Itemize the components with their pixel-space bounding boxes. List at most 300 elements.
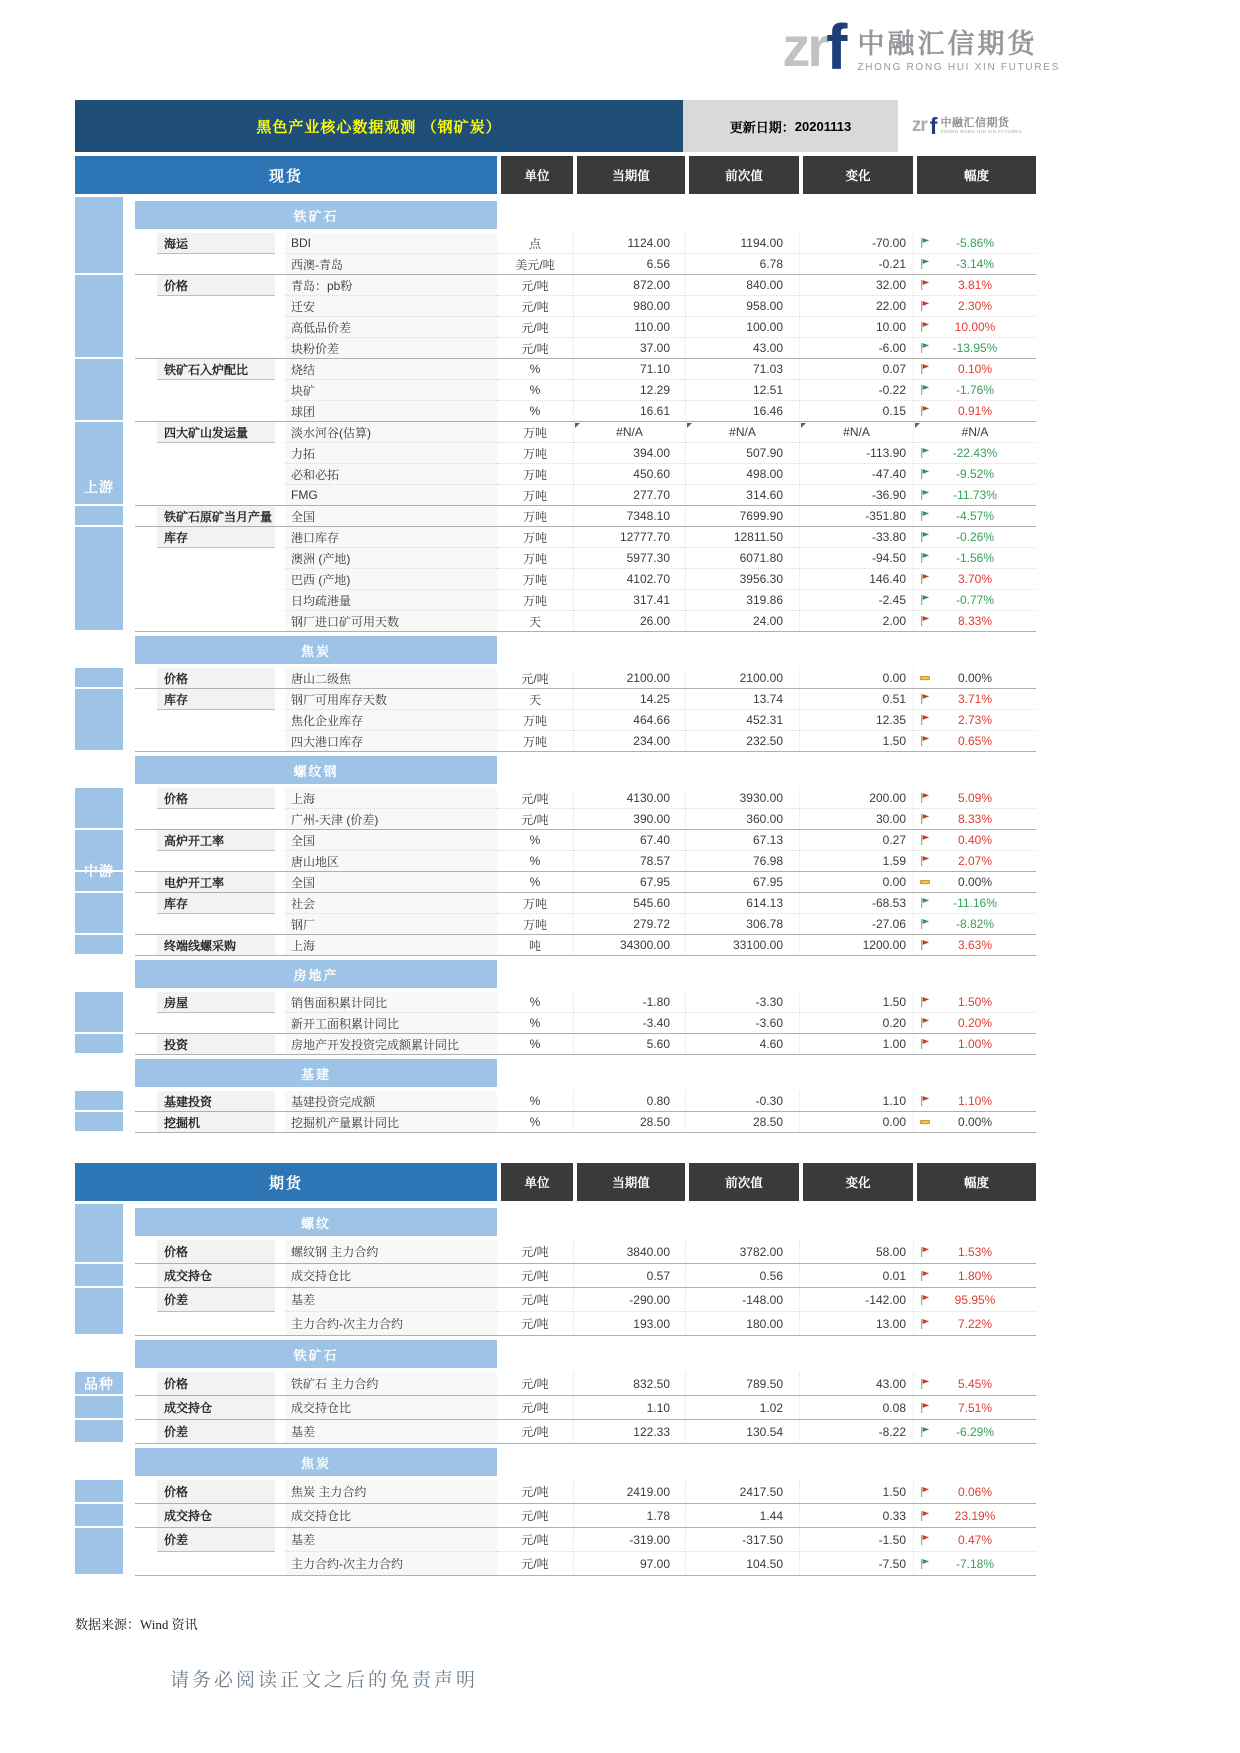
logo-name-cn: 中融汇信期货 <box>857 29 1038 59</box>
range-value: -0.26% <box>955 530 995 544</box>
unit-value: % <box>497 380 573 401</box>
current-value: 3840.00 <box>573 1240 685 1264</box>
zrf-logo-icon <box>782 11 848 83</box>
unit-value: 元/吨 <box>521 1245 549 1259</box>
disclaimer: 请务必阅读正文之后的免责声明 <box>170 1670 479 1691</box>
range-cell <box>913 935 1036 956</box>
category-label: 铁矿石原矿当月产量 <box>157 506 275 527</box>
brand-header <box>0 0 1240 100</box>
range-value: -5.86% <box>955 236 995 250</box>
change-value: 0.00 <box>799 872 913 893</box>
category-label: 价格 <box>157 788 275 809</box>
section-header: 房地产 <box>135 960 497 988</box>
green-flag-icon <box>919 531 931 543</box>
red-flag-icon <box>919 363 931 375</box>
current-value: 2419.00 <box>573 1480 685 1504</box>
range-cell <box>913 914 1036 935</box>
change-value: 0.15 <box>799 401 913 422</box>
side-label-2: 中游 <box>84 863 114 879</box>
previous-value: 7699.90 <box>685 506 799 527</box>
yellow-dash-icon <box>919 672 931 684</box>
section-header: 螺纹钢 <box>135 756 497 784</box>
green-flag-icon <box>919 510 931 522</box>
range-cell <box>913 380 1036 401</box>
data-source: 数据来源：Wind 资讯 <box>75 1617 198 1632</box>
range-cell <box>913 485 1036 506</box>
section-header: 焦炭 <box>135 636 497 664</box>
change-value: -1.50 <box>799 1528 913 1552</box>
range-value: -11.73% <box>953 488 997 502</box>
column-header-range: 幅度 <box>917 156 1036 194</box>
green-flag-icon <box>919 384 931 396</box>
range-value: 2.30% <box>957 299 993 313</box>
range-value: 3.63% <box>957 938 993 952</box>
indicator-name: 广州-天津 (价差) <box>285 809 497 830</box>
range-value: -4.57% <box>955 509 995 523</box>
indicator-name: 上海 <box>285 788 497 809</box>
previous-value: 498.00 <box>685 464 799 485</box>
indicator-name: 钢厂可用库存天数 <box>285 689 497 710</box>
side-strip <box>75 1396 123 1420</box>
indicator-name: 青岛：pb粉 <box>285 275 497 296</box>
previous-value: 3956.30 <box>685 569 799 590</box>
range-cell <box>913 611 1036 632</box>
range-value: 0.00% <box>957 671 993 685</box>
indicator-group <box>75 1091 1036 1112</box>
range-cell <box>913 1288 1036 1312</box>
section-bar-row <box>75 1055 1036 1091</box>
range-cell <box>913 851 1036 872</box>
previous-value: 16.46 <box>685 401 799 422</box>
side-strip <box>75 1204 123 1242</box>
change-value: 1.50 <box>799 731 913 752</box>
category-label: 库存 <box>157 893 275 914</box>
section-header: 螺纹 <box>135 1208 497 1236</box>
indicator-name: 全国 <box>285 506 497 527</box>
range-cell <box>913 689 1036 710</box>
category-label: 库存 <box>157 689 275 710</box>
unit-value: 万吨 <box>497 569 573 590</box>
current-value: 6.56 <box>573 254 685 275</box>
previous-value: 67.13 <box>685 830 799 851</box>
previous-value: -317.50 <box>685 1528 799 1552</box>
range-cell <box>913 1504 1036 1528</box>
side-strip <box>75 275 123 359</box>
change-value: 0.00 <box>799 668 913 689</box>
indicator-name: 港口库存 <box>285 527 497 548</box>
indicator-name: 块矿 <box>285 380 497 401</box>
unit-value: 元/吨 <box>521 1317 549 1331</box>
green-flag-icon <box>919 552 931 564</box>
change-value: -8.22 <box>799 1420 913 1444</box>
current-value: 4102.70 <box>573 569 685 590</box>
category-label: 投资 <box>157 1034 275 1055</box>
green-flag-icon <box>919 342 931 354</box>
side-label-1: 上游 <box>84 479 114 495</box>
red-flag-icon <box>919 1246 931 1258</box>
previous-value: 33100.00 <box>685 935 799 956</box>
unit-value: 元/吨 <box>521 1509 549 1523</box>
category-label: 高炉开工率 <box>157 830 275 851</box>
red-flag-icon <box>919 1378 931 1390</box>
current-value: 872.00 <box>573 275 685 296</box>
indicator-group <box>75 1420 1036 1444</box>
green-flag-icon <box>919 468 931 480</box>
unit-value: 点 <box>497 233 573 254</box>
unit-value: 万吨 <box>522 488 547 503</box>
previous-value: 840.00 <box>685 275 799 296</box>
range-cell <box>913 893 1036 914</box>
company-logo <box>782 11 1060 100</box>
change-value: -94.50 <box>799 548 913 569</box>
range-cell <box>913 569 1036 590</box>
change-value: 1.10 <box>799 1091 913 1112</box>
category-label: 房屋 <box>157 992 275 1013</box>
current-value: 464.66 <box>573 710 685 731</box>
red-flag-icon <box>919 996 931 1008</box>
range-cell <box>913 992 1036 1013</box>
range-cell <box>913 809 1036 830</box>
previous-value: 2417.50 <box>685 1480 799 1504</box>
indicator-group <box>75 1372 1036 1396</box>
red-flag-icon <box>919 1095 931 1107</box>
change-value: 1.50 <box>799 992 913 1013</box>
category-label: 价格 <box>157 275 275 296</box>
current-value: 28.50 <box>573 1112 685 1133</box>
error-corner-icon <box>575 423 580 428</box>
indicator-group <box>75 1240 1036 1264</box>
current-value: -319.00 <box>573 1528 685 1552</box>
column-header-unit: 单位 <box>501 156 573 194</box>
range-cell <box>913 338 1036 359</box>
column-header-change: 变化 <box>803 1163 913 1201</box>
indicator-name: FMG <box>285 485 497 506</box>
category-label: 四大矿山发运量 <box>157 422 275 443</box>
side-strip <box>75 527 123 632</box>
indicator-group <box>75 668 1036 689</box>
current-value: 110.00 <box>573 317 685 338</box>
range-value: 0.00% <box>957 1115 993 1129</box>
range-value: -9.52% <box>955 467 995 481</box>
previous-value: 12.51 <box>685 380 799 401</box>
previous-value: 452.31 <box>685 710 799 731</box>
range-cell <box>913 233 1036 254</box>
category-label: 价差 <box>157 1288 275 1312</box>
current-value: 37.00 <box>573 338 685 359</box>
range-value: 7.22% <box>957 1316 993 1331</box>
change-value: -33.80 <box>799 527 913 548</box>
column-header-change: 变化 <box>803 156 913 194</box>
red-flag-icon <box>919 813 931 825</box>
previous-value: 1194.00 <box>685 233 799 254</box>
side-strip <box>75 1288 123 1336</box>
side-strip <box>75 1034 123 1055</box>
indicator-name: 淡水河谷(估算) <box>285 422 497 443</box>
change-value: 2.00 <box>799 611 913 632</box>
red-flag-icon <box>919 855 931 867</box>
side-strip <box>75 1528 123 1576</box>
side-label-1: 品种 <box>84 1376 114 1392</box>
range-value: -13.95% <box>952 341 998 355</box>
section-bar-row <box>75 956 1036 992</box>
current-value: 1.78 <box>573 1504 685 1528</box>
red-flag-icon <box>919 1486 931 1498</box>
change-value: 0.01 <box>799 1264 913 1288</box>
range-cell <box>913 1091 1036 1112</box>
indicator-group <box>75 872 1036 893</box>
indicator-name: 螺纹钢 主力合约 <box>285 1240 497 1264</box>
current-value: #N/A <box>573 422 685 443</box>
indicator-name: 上海 <box>285 935 497 956</box>
section-bar-row <box>75 632 1036 668</box>
mini-logo <box>898 100 1036 152</box>
indicator-group <box>75 689 1036 752</box>
change-value: 58.00 <box>799 1240 913 1264</box>
current-value: 34300.00 <box>573 935 685 956</box>
range-value: 0.10% <box>957 362 993 376</box>
section-bar-row <box>75 197 1036 233</box>
range-value: 0.40% <box>957 833 993 847</box>
range-cell <box>913 1013 1036 1034</box>
current-value: 234.00 <box>573 731 685 752</box>
logo-text <box>857 28 1060 73</box>
previous-value: 28.50 <box>685 1112 799 1133</box>
range-cell <box>913 1552 1036 1576</box>
current-value: 12777.70 <box>573 527 685 548</box>
range-cell <box>913 359 1036 380</box>
side-strip <box>75 788 123 830</box>
change-value: 0.08 <box>799 1396 913 1420</box>
indicator-name: 挖掘机产量累计同比 <box>285 1112 497 1133</box>
previous-value: 76.98 <box>685 851 799 872</box>
green-flag-icon <box>919 918 931 930</box>
column-header-range: 幅度 <box>917 1163 1036 1201</box>
category-label: 海运 <box>157 233 275 254</box>
category-label: 价格 <box>157 1372 275 1396</box>
indicator-group <box>75 1112 1036 1133</box>
unit-value: 万吨 <box>497 464 573 485</box>
previous-value: 1.02 <box>685 1396 799 1420</box>
previous-value: 314.60 <box>685 485 799 506</box>
indicator-name: 销售面积累计同比 <box>285 992 497 1013</box>
change-value: 43.00 <box>799 1372 913 1396</box>
side-strip <box>75 1264 123 1288</box>
unit-value: % <box>529 1037 541 1051</box>
change-value: 13.00 <box>799 1312 913 1336</box>
change-value: -113.90 <box>799 443 913 464</box>
change-value: 0.20 <box>799 1013 913 1034</box>
previous-value: 4.60 <box>685 1034 799 1055</box>
indicator-name: 钢厂 <box>285 914 497 935</box>
range-value: 7.51% <box>957 1400 993 1415</box>
previous-value: 3930.00 <box>685 788 799 809</box>
side-strip <box>75 1504 123 1528</box>
side-strip <box>75 668 123 689</box>
indicator-group <box>75 359 1036 422</box>
side-strip <box>75 1240 123 1264</box>
current-value: 394.00 <box>573 443 685 464</box>
category-label: 成交持仓 <box>157 1396 275 1420</box>
unit-value: % <box>529 1094 541 1108</box>
indicator-name: 基差 <box>285 1528 497 1552</box>
logo-zr: zr <box>782 15 827 78</box>
range-cell <box>913 872 1036 893</box>
range-value: -7.18% <box>955 1556 995 1571</box>
range-value: 1.80% <box>957 1268 993 1283</box>
indicator-name: 日均疏港量 <box>285 590 497 611</box>
range-value: 2.07% <box>957 854 993 868</box>
change-value: 0.00 <box>799 1112 913 1133</box>
range-value: -11.16% <box>953 896 997 910</box>
indicator-name: 成交持仓比 <box>285 1504 497 1528</box>
previous-value: 43.00 <box>685 338 799 359</box>
red-flag-icon <box>919 279 931 291</box>
current-value: -290.00 <box>573 1288 685 1312</box>
indicator-name: 基建投资完成额 <box>285 1091 497 1112</box>
current-value: 67.40 <box>573 830 685 851</box>
range-cell <box>913 275 1036 296</box>
previous-value: 614.13 <box>685 893 799 914</box>
change-value: -47.40 <box>799 464 913 485</box>
current-value: 12.29 <box>573 380 685 401</box>
unit-value: 万吨 <box>497 893 573 914</box>
unit-value: 元/吨 <box>521 1401 549 1415</box>
unit-value: 万吨 <box>497 527 573 548</box>
side-strip <box>75 1091 123 1112</box>
red-flag-icon <box>919 735 931 747</box>
side-strip <box>75 893 123 935</box>
error-corner-icon <box>915 423 920 428</box>
current-value: 193.00 <box>573 1312 685 1336</box>
range-cell <box>913 443 1036 464</box>
logo-name-en: ZHONG RONG HUI XIN FUTURES <box>857 61 1060 73</box>
red-flag-icon <box>919 714 931 726</box>
previous-value: 67.95 <box>685 872 799 893</box>
indicator-name: 全国 <box>285 830 497 851</box>
red-flag-icon <box>919 615 931 627</box>
section-header: 铁矿石 <box>135 1340 497 1368</box>
indicator-name: 焦炭 主力合约 <box>285 1480 497 1504</box>
indicator-name: 高低品价差 <box>285 317 497 338</box>
change-value: -2.45 <box>799 590 913 611</box>
indicator-group <box>75 1288 1036 1336</box>
indicator-group <box>75 1034 1036 1055</box>
unit-value: 元/吨 <box>521 1557 549 1571</box>
change-value: #N/A <box>799 422 913 443</box>
range-cell <box>913 1264 1036 1288</box>
change-value: -7.50 <box>799 1552 913 1576</box>
current-value: 0.80 <box>573 1091 685 1112</box>
previous-value: 71.03 <box>685 359 799 380</box>
indicator-name: 四大港口库存 <box>285 731 497 752</box>
table-header-row <box>75 1163 1036 1201</box>
indicator-name: 唐山地区 <box>285 851 497 872</box>
unit-value: 天 <box>528 614 541 629</box>
current-value: 0.57 <box>573 1264 685 1288</box>
unit-value: 万吨 <box>522 734 547 749</box>
previous-value: -148.00 <box>685 1288 799 1312</box>
update-date-value: 20201113 <box>794 118 852 134</box>
range-value: 1.50% <box>957 995 993 1009</box>
range-value: 0.20% <box>957 1016 993 1030</box>
previous-value: 319.86 <box>685 590 799 611</box>
unit-value: 元/吨 <box>521 812 549 827</box>
unit-value: 美元/吨 <box>515 257 555 272</box>
change-value: -27.06 <box>799 914 913 935</box>
range-cell <box>913 1372 1036 1396</box>
change-value: 12.35 <box>799 710 913 731</box>
yellow-dash-icon <box>919 1116 931 1128</box>
previous-value: 130.54 <box>685 1420 799 1444</box>
section-header: 焦炭 <box>135 1448 497 1476</box>
unit-value: 元/吨 <box>521 1269 549 1283</box>
range-value: 0.65% <box>957 734 993 748</box>
range-value: 5.09% <box>957 791 993 805</box>
current-value: 1124.00 <box>573 233 685 254</box>
current-value: 122.33 <box>573 1420 685 1444</box>
change-value: -0.22 <box>799 380 913 401</box>
red-flag-icon <box>919 792 931 804</box>
unit-value: 元/吨 <box>497 788 573 809</box>
previous-value: 3782.00 <box>685 1240 799 1264</box>
range-value: 0.91% <box>957 404 993 418</box>
current-value: 78.57 <box>573 851 685 872</box>
range-value: 1.10% <box>957 1094 993 1108</box>
range-cell <box>913 830 1036 851</box>
range-cell <box>913 590 1036 611</box>
previous-value: 232.50 <box>685 731 799 752</box>
unit-value: % <box>497 359 573 380</box>
indicator-name: 全国 <box>285 872 497 893</box>
previous-value: -3.60 <box>685 1013 799 1034</box>
logo-f: f <box>826 11 848 83</box>
range-value: -3.14% <box>955 257 995 271</box>
indicator-group <box>75 830 1036 872</box>
section-header: 基建 <box>135 1059 497 1087</box>
error-corner-icon <box>687 423 692 428</box>
unit-value: % <box>529 854 541 868</box>
range-cell <box>913 668 1036 689</box>
change-value: 1.00 <box>799 1034 913 1055</box>
change-value: 0.51 <box>799 689 913 710</box>
side-strip <box>75 506 123 527</box>
red-flag-icon <box>919 573 931 585</box>
category-label: 价差 <box>157 1528 275 1552</box>
current-value: 832.50 <box>573 1372 685 1396</box>
table-body <box>75 197 1036 1133</box>
futures-table <box>75 1163 1036 1576</box>
previous-value: -3.30 <box>685 992 799 1013</box>
unit-value: 万吨 <box>497 443 573 464</box>
current-value: 279.72 <box>573 914 685 935</box>
side-strip <box>75 1480 123 1504</box>
previous-value: 6071.80 <box>685 548 799 569</box>
indicator-name: 主力合约-次主力合约 <box>285 1552 497 1576</box>
range-value: 3.81% <box>957 278 993 292</box>
red-flag-icon <box>919 321 931 333</box>
change-value: 30.00 <box>799 809 913 830</box>
current-value: 545.60 <box>573 893 685 914</box>
change-value: -351.80 <box>799 506 913 527</box>
change-value: 1.50 <box>799 1480 913 1504</box>
change-value: -70.00 <box>799 233 913 254</box>
previous-value: 6.78 <box>685 254 799 275</box>
previous-value: 306.78 <box>685 914 799 935</box>
red-flag-icon <box>919 1534 931 1546</box>
range-value: 10.00% <box>954 320 996 334</box>
range-cell <box>913 1480 1036 1504</box>
unit-value: 万吨 <box>522 509 547 524</box>
